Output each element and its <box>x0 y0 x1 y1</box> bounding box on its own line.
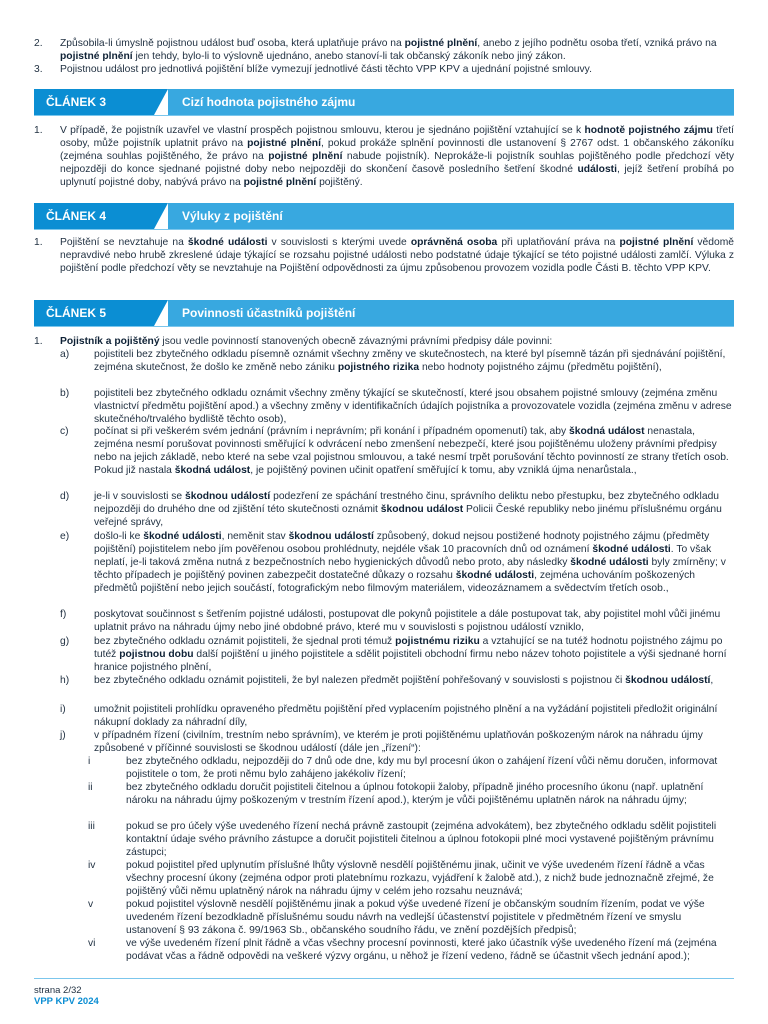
item-text: bez zbytečného odkladu oznámit pojistiteli, že sjednal proti témuž pojistnému riziku a vztahující se na tutéž hodnotu pojistného zájmu po tutéž pojistnou dobu další pojištění u jiného pojistitele a sdělit pojistiteli obchodní firmu nebo název tohoto pojistitele a výši sjednané horní hranice pojistného plnění, <box>94 636 727 673</box>
item-letter: j) <box>60 730 66 741</box>
sub-item-text: ve výše uvedeném řízení plnit řádně a včas všechny procesní povinnosti, které jako účastník výše uvedeného řízení má (zejména podávat včas a řádně odpovědi na veškeré výzvy orgánu, u něhož je řízení vedeno, řádně se účastnit všech jednání apod.); <box>126 938 717 962</box>
sub-item-text: pokud pojistitel před uplynutím příslušné lhůty výslovně nesdělí pojištěnému jinak, učinit ve výše uvedeném řízení řádně a včas všechny procesní úkony (zejména odpor proti platebnímu rozkazu, vyjádření k žalobě atd.), z nichž bude jednoznačně zřejmé, že pojištěný vůči němu uplatněný nárok na náhradu újmy v celém jeho rozsahu neuznává; <box>126 860 714 897</box>
obligation-c <box>34 425 734 477</box>
sub-item-numeral: vi <box>88 938 96 949</box>
sub-item-ii <box>34 781 734 807</box>
obligation-a <box>34 348 734 374</box>
item-text: umožnit pojistiteli prohlídku opraveného předmětu pojištění před vyplacením pojistného plnění a na vyžádání pojistiteli předložit originální nákupní doklady za náhradní díly, <box>94 704 718 728</box>
intro-point <box>34 37 734 63</box>
obligation-g <box>34 635 734 674</box>
article-divider <box>34 229 734 230</box>
item-text: počínat si při veškerém svém jednání (právním i neprávním; při konání i případném opomenutí) tak, aby škodná událost nenastala, zejména nesmí porušovat povinnosti směřující k odvrácení nebo zmenšení nebezpečí, které jsou pojištěnému uloženy právními předpisy nebo na jejich základě, nebo které na sebe vzal pojistnou smlouvou, a také nesmí trpět porušování těchto povinností ze strany třetích osob. Pokud již nastala škodná událost, je pojištěný povinen učinit opatření směřující k tomu, aby vzniklá újma nenarůstala., <box>94 426 729 476</box>
obligation-e <box>34 530 734 595</box>
item-letter: e) <box>60 531 70 542</box>
paragraph-text: Pojistník a pojištěný jsou vedle povinností stanovených obecně závaznými právními předpisy dále povinni: <box>60 336 553 347</box>
article-label: ČLÁNEK 3 <box>34 89 154 115</box>
item-letter: c) <box>60 426 69 437</box>
item-text: došlo-li ke škodné události, neměnit stav škodnou událostí způsobený, dokud nejsou postižené hodnoty pojistného zájmu (předměty pojištění) pojistitelem nebo jím pověřenou osobou prohlédnuty, nejdéle však 10 pracovních dnů od oznámení škodné události. To však neplatí, je-li taková změna nutná z bezpečnostních nebo hygienických důvodů nebo proto, aby následky škodné události byly zmírněny; v těchto případech je pojištěný povinen zabezpečit dostatečné důkazy o rozsahu škodné události, zejména uchováním poškozených předmětů pojištění nebo jejich součástí, fotografickým nebo filmovým materiálem, videozáznamem a svědectvím třetích osob., <box>94 531 726 594</box>
article-title: Výluky z pojištění <box>168 203 734 229</box>
article-label: ČLÁNEK 5 <box>34 300 154 326</box>
article-3-paragraph <box>34 124 734 189</box>
sub-item-numeral: v <box>88 899 94 910</box>
article-3-header <box>34 89 734 115</box>
item-text: v případném řízení (civilním, trestním nebo správním), ve kterém je proti pojištěnému uplatňován poškozeným nárok na náhradu újmy způsobené v příčinné souvislosti se škodnou událostí (dále jen „řízení“): <box>94 730 703 754</box>
header-wedge <box>154 300 168 326</box>
point-number: 3. <box>34 64 43 75</box>
sub-item-numeral: i <box>88 756 91 767</box>
obligation-f <box>34 608 734 634</box>
obligation-b <box>34 387 734 426</box>
item-letter: d) <box>60 491 70 502</box>
article-4-header <box>34 203 734 229</box>
article-divider <box>34 326 734 327</box>
obligation-h <box>34 674 734 687</box>
item-text: je-li v souvislosti se škodnou událostí podezření ze spáchání trestného činu, správního deliktu nebo přestupku, bez zbytečného odkladu nejpozději do druhého dne od zjištění této skutečnosti oznámit škodnou událost Policii České republiky nebo jinému příslušnému orgánu veřejné správy, <box>94 491 722 528</box>
sub-item-iii <box>34 820 734 859</box>
item-text: pojistiteli bez zbytečného odkladu oznámit všechny změny týkající se skutečností, které jsou obsahem pojistné smlouvy (zejména změnu vlastnictví předmětu pojištění apod.) a všechny změny v identifikačních údajích pojistníka a provozovatele vozidla (zejména změnu v adrese skutečného/trvalého bydliště těchto osob), <box>94 388 732 425</box>
article-5-header <box>34 300 734 326</box>
article-title: Povinnosti účastníků pojištění <box>168 300 734 326</box>
item-text: pojistiteli bez zbytečného odkladu písemně oznámit všechny změny ve skutečnostech, na které byl písemně tázán při sjednávání pojištění, zejména skutečnost, že došlo ke změně nebo zániku pojistného rizika nebo hodnoty pojistného zájmu (předmětu pojištění), <box>94 349 726 373</box>
item-letter: f) <box>60 609 67 620</box>
item-text: bez zbytečného odkladu oznámit pojistiteli, že byl nalezen předmět pojištění pohřešovaný v souvislosti s pojistnou či škodnou událostí, <box>94 675 714 686</box>
paragraph-text: V případě, že pojistník uzavřel ve vlastní prospěch pojistnou smlouvu, kterou je sjednáno pojištění vztahující se k hodnotě pojistného zájmu třetí osoby, může pojistník uplatnit právo na pojistné plnění, pokud prokáže splnění povinnosti dle ustanovení § 2767 odst. 1 občanského zákoníku (zejména souhlas pojištěného, že právo na pojistné plnění nabude pojistník). Neprokáže-li pojistník souhlas pojištěného podle předchozí věty nejpozději do konce sjednané pojistné doby nebo nejpozději do skončení časově posledního šetření škodné události, jejíž šetření probíhá po uplynutí pojistné doby, nabývá právo na pojistné plnění pojištěný. <box>60 125 735 188</box>
article-4-paragraph <box>34 236 734 275</box>
sub-item-numeral: iv <box>88 860 96 871</box>
sub-item-vi <box>34 937 734 963</box>
sub-item-iv <box>34 859 734 898</box>
paragraph-number: 1. <box>34 237 43 248</box>
item-letter: h) <box>60 675 70 686</box>
footer-divider <box>34 978 734 979</box>
point-text: Způsobila-li úmyslně pojistnou událost buď osoba, která uplatňuje právo na pojistné plnění, anebo z jejího podnětu osoba třetí, vzniká právo na pojistné plnění jen tehdy, bylo-li to výslovně ujednáno, anebo stanoví-li tak občanský zákoník nebo jiný zákon. <box>60 38 717 62</box>
item-text: poskytovat součinnost s šetřením pojistné události, postupovat dle pokynů pojistitele a dále postupovat tak, aby pojistitel mohl vůči jinému uplatnit právo na náhradu újmy nebo jiné obdobné právo, které mu v souvislosti s pojistnou událostí vzniklo, <box>94 609 721 633</box>
paragraph-number: 1. <box>34 336 43 347</box>
article-divider <box>34 115 734 116</box>
item-letter: g) <box>60 636 70 647</box>
point-text: Pojistnou událost pro jednotlivá pojištění blíže vymezují jednotlivé části těchto VPP KPV a ujednání pojistné smlouvy. <box>60 64 592 75</box>
item-letter: a) <box>60 349 70 360</box>
header-wedge <box>154 89 168 115</box>
sub-item-i <box>34 755 734 781</box>
sub-item-numeral: ii <box>88 782 93 793</box>
item-letter: i) <box>60 704 66 715</box>
paragraph-text: Pojištění se nevztahuje na škodné události v souvislosti s kterými uvede oprávněná osoba při uplatňování práva na pojistné plnění vědomě nepravdivé nebo hrubě zkreslené údaje týkající se rozsahu pojistné události nebo podstatné údaje týkající se této pojistné události zamlčí. Výluka z pojištění podle předchozí věty se nevztahuje na Pojištění odpovědnosti za újmu způsobenou provozem vozidla podle Části B. těchto VPP KPV. <box>60 237 735 274</box>
sub-item-text: pokud se pro účely výše uvedeného řízení nechá právně zastoupit (zejména advokátem), bez zbytečného odkladu sdělit pojistiteli kontaktní údaje svého právního zástupce a doručit pojistiteli čitelnou a úplnou fotokopii plné moci vystavené pojištěným právnímu zástupci; <box>126 821 717 858</box>
sub-item-text: bez zbytečného odkladu, nejpozději do 7 dnů ode dne, kdy mu byl procesní úkon o zahájení řízení vůči němu doručen, informovat pojistitele o tom, že proti němu bylo zahájeno jakékoliv řízení; <box>126 756 718 780</box>
sub-item-v <box>34 898 734 937</box>
sub-item-numeral: iii <box>88 821 95 832</box>
sub-item-text: pokud pojistitel výslovně nesdělí pojištěnému jinak a pokud výše uvedené řízení je občanským soudním řízením, podat ve výše uvedeném řízení bezodkladně příslušnému soudu návrh na vedlejší účastenství pojistitele v předmětném řízení ve smyslu ustanovení § 93 zákona č. 99/1963 Sb., občanského soudního řádu, ve znění pozdějších předpisů; <box>126 899 705 936</box>
item-letter: b) <box>60 388 70 399</box>
article-label: ČLÁNEK 4 <box>34 203 154 229</box>
header-wedge <box>154 203 168 229</box>
article-title: Cizí hodnota pojistného zájmu <box>168 89 734 115</box>
obligation-d <box>34 490 734 529</box>
page-number: strana 2/32 <box>34 985 82 996</box>
document-code: VPP KPV 2024 <box>34 996 99 1007</box>
paragraph-number: 1. <box>34 125 43 136</box>
intro-point <box>34 63 734 76</box>
obligation-j <box>34 729 734 755</box>
obligation-i <box>34 703 734 729</box>
sub-item-text: bez zbytečného odkladu doručit pojistiteli čitelnou a úplnou fotokopii žaloby, případně jiného procesního úkonu (např. uplatnění nároku na náhradu újmy poškozeným v trestním řízení apod.), kterým je vůči pojištěnému uplatněn nárok na náhradu újmy; <box>126 782 704 806</box>
article-5-paragraph <box>34 335 734 348</box>
point-number: 2. <box>34 38 43 49</box>
